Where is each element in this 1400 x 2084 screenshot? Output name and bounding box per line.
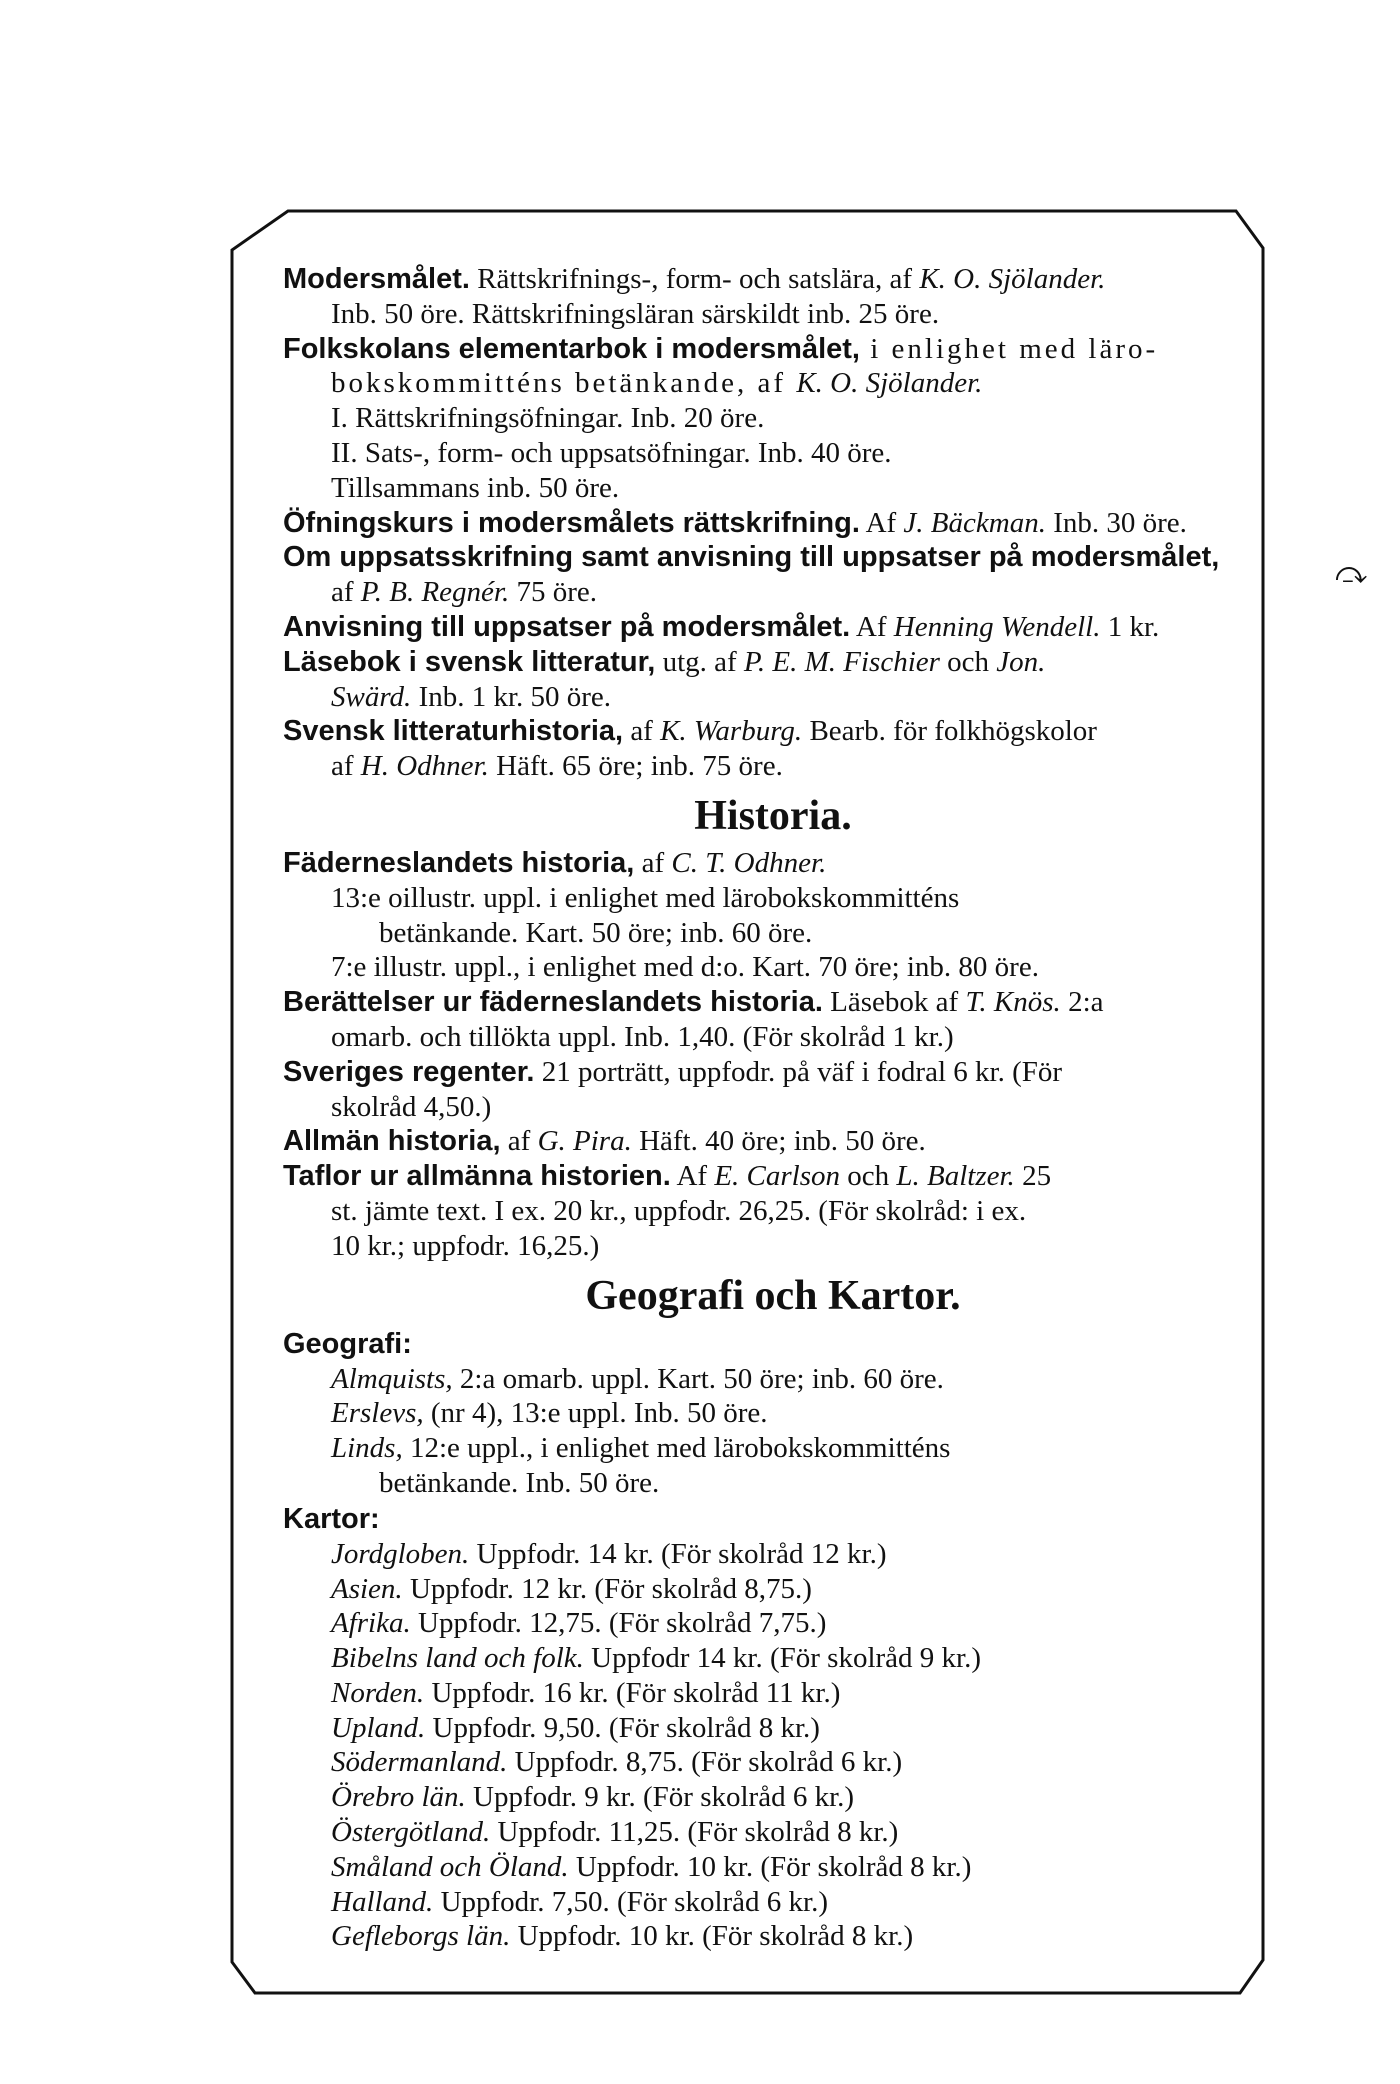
map-item xyxy=(283,1606,1263,1641)
map-title: Halland. xyxy=(331,1885,434,1918)
entry-title: Svensk litteraturhistoria, xyxy=(283,715,624,748)
entry-text: 2:a omarb. uppl. Kart. 50 öre; inb. 60 öre. xyxy=(452,1362,944,1395)
entry-line: skolråd 4,50.) xyxy=(331,1090,492,1123)
entry-title: Folkskolans elementarbok i modersmålet, xyxy=(283,332,860,365)
entry-text: och xyxy=(939,645,997,678)
entry-author: Almquists, xyxy=(331,1362,453,1395)
geo-item xyxy=(283,1431,1263,1466)
subheading-kartor: Kartor: xyxy=(283,1502,380,1535)
section-heading-historia: Historia. xyxy=(694,792,852,839)
entry-line: II. Sats-, form- och uppsatsöfningar. Inb. 40 öre. xyxy=(331,436,892,469)
entry-text: af xyxy=(331,576,361,609)
map-title: Afrika. xyxy=(331,1607,411,1640)
map-title: Bibelns land och folk. xyxy=(331,1642,584,1675)
entry-author: H. Odhner. xyxy=(360,750,489,783)
geo-item xyxy=(283,1396,1263,1431)
entry-line: st. jämte text. I ex. 20 kr., uppfodr. 26,25. (För skolråd: i ex. xyxy=(331,1194,1027,1227)
entry-text: 21 porträtt, uppfodr. på väf i fodral 6 kr. (För xyxy=(534,1055,1063,1088)
subheading-geografi: Geografi: xyxy=(283,1327,412,1360)
map-item xyxy=(283,1711,1263,1746)
entry-text: (nr 4), 13:e uppl. Inb. 50 öre. xyxy=(423,1397,768,1430)
entry-author: C. T. Odhner. xyxy=(671,846,827,879)
entry-title: Berättelser ur fäderneslandets historia. xyxy=(283,986,823,1019)
entry-author: K. Warburg. xyxy=(660,715,803,748)
entry-line: Tillsammans inb. 50 öre. xyxy=(331,471,620,504)
map-title: Södermanland. xyxy=(331,1746,508,1779)
map-price: Uppfodr. 9 kr. (För skolråd 6 kr.) xyxy=(465,1781,855,1814)
entry-line: omarb. och tillökta uppl. Inb. 1,40. (För skolråd 1 kr.) xyxy=(331,1020,954,1053)
map-price: Uppfodr. 14 kr. (För skolråd 12 kr.) xyxy=(469,1537,887,1570)
entry-line: I. Rättskrifningsöfningar. Inb. 20 öre. xyxy=(331,402,765,435)
entry-line: 10 kr.; uppfodr. 16,25.) xyxy=(331,1229,600,1262)
entry-modersmalet xyxy=(283,262,1263,297)
entry-author: K. O. Sjölander. xyxy=(796,367,983,400)
entry-author: P. B. Regnér. xyxy=(360,576,510,609)
entry-text: bokskommitténs betänkande, af xyxy=(331,367,797,400)
entry-text: 12:e uppl., i enlighet med lärobokskommitténs xyxy=(402,1432,951,1465)
entry-title: Taflor ur allmänna historien. xyxy=(283,1160,671,1193)
entry-berattelser xyxy=(283,985,1263,1020)
entry-line: 7:e illustr. uppl., i enlighet med d:o. Kart. 70 öre; inb. 80 öre. xyxy=(331,951,1039,984)
entry-allman-historia xyxy=(283,1124,1263,1159)
entry-anvisning xyxy=(283,610,1263,645)
map-title: Upland. xyxy=(331,1711,426,1744)
entry-om-uppsatsskrifning xyxy=(283,540,1263,575)
map-price: Uppfodr 14 kr. (För skolråd 9 kr.) xyxy=(583,1642,981,1675)
entry-author: E. Carlson xyxy=(714,1160,840,1193)
entry-sveriges-regenter xyxy=(283,1055,1263,1090)
map-item xyxy=(283,1745,1263,1780)
map-item xyxy=(283,1815,1263,1850)
entry-title: Öfningskurs i modersmålets rättskrifning. xyxy=(283,506,860,539)
entry-author: T. Knös. xyxy=(965,986,1061,1019)
map-item xyxy=(283,1537,1263,1572)
entry-line xyxy=(283,575,1263,610)
map-price: Uppfodr. 11,25. (För skolråd 8 kr.) xyxy=(490,1816,899,1849)
entry-text: 2:a xyxy=(1060,986,1104,1019)
map-price: Uppfodr. 12 kr. (För skolråd 8,75.) xyxy=(402,1572,812,1605)
entry-text: Häft. 40 öre; inb. 50 öre. xyxy=(631,1125,926,1158)
map-title: Asien. xyxy=(331,1572,403,1605)
entry-text: Bearb. för folkhögskolor xyxy=(802,715,1097,748)
entry-text: af xyxy=(634,846,672,879)
map-item xyxy=(283,1850,1263,1885)
entry-title: Läsebok i svensk litteratur, xyxy=(283,645,656,678)
map-title: Jordgloben. xyxy=(331,1537,470,1570)
entry-text: af xyxy=(500,1125,538,1158)
entry-text: 1 kr. xyxy=(1100,610,1160,643)
map-title: Gefleborgs län. xyxy=(331,1920,511,1953)
geo-item xyxy=(283,1362,1263,1397)
entry-author: Linds, xyxy=(331,1432,403,1465)
entry-author: J. Bäckman. xyxy=(903,506,1046,539)
entry-text: 25 xyxy=(1014,1160,1052,1193)
entry-author: K. O. Sjölander. xyxy=(919,263,1106,295)
entry-line xyxy=(283,680,1263,715)
entry-lasebok xyxy=(283,645,1263,680)
map-price: Uppfodr. 9,50. (För skolråd 8 kr.) xyxy=(425,1711,820,1744)
map-title: Östergötland. xyxy=(331,1816,491,1849)
section-heading-geografi: Geografi och Kartor. xyxy=(585,1272,961,1319)
map-item xyxy=(283,1641,1263,1676)
entry-line: Inb. 50 öre. Rättskrifningsläran särskildt inb. 25 öre. xyxy=(331,297,940,330)
map-price: Uppfodr. 7,50. (För skolråd 6 kr.) xyxy=(433,1885,828,1918)
entry-line: betänkande. Kart. 50 öre; inb. 60 öre. xyxy=(379,916,813,949)
entry-line: betänkande. Inb. 50 öre. xyxy=(379,1466,660,1499)
map-item xyxy=(283,1780,1263,1815)
entry-text: Läsebok af xyxy=(822,986,966,1019)
entry-author: Henning Wendell. xyxy=(893,610,1101,643)
entry-text: Inb. 1 kr. 50 öre. xyxy=(411,680,612,713)
entry-text: i enlighet med läro- xyxy=(859,332,1159,365)
entry-text: och xyxy=(840,1160,897,1193)
map-title: Norden. xyxy=(331,1676,425,1709)
entry-line: 13:e oillustr. uppl. i enlighet med lärobokskommitténs xyxy=(331,881,960,914)
entry-text: Häft. 65 öre; inb. 75 öre. xyxy=(488,750,783,783)
map-item xyxy=(283,1885,1263,1920)
map-price: Uppfodr. 10 kr. (För skolråd 8 kr.) xyxy=(510,1920,914,1953)
map-price: Uppfodr. 10 kr. (För skolråd 8 kr.) xyxy=(568,1850,972,1883)
entry-litteraturhistoria xyxy=(283,714,1263,749)
entry-text: utg. af xyxy=(655,645,744,678)
entry-title: Anvisning till uppsatser på modersmålet. xyxy=(283,610,851,643)
entry-text: af xyxy=(623,715,661,748)
entry-author: Swärd. xyxy=(331,680,412,713)
entry-taflor xyxy=(283,1159,1263,1194)
entry-text: af xyxy=(331,750,361,783)
entry-text: Inb. 30 öre. xyxy=(1045,506,1187,539)
map-item xyxy=(283,1572,1263,1607)
entry-title: Fäderneslandets historia, xyxy=(283,846,635,879)
map-price: Uppfodr. 16 kr. (För skolråd 11 kr.) xyxy=(424,1676,841,1709)
entry-text: Af xyxy=(670,1160,715,1193)
map-item xyxy=(283,1676,1263,1711)
entry-ofningskurs xyxy=(283,506,1263,541)
entry-folkskolans xyxy=(283,332,1263,367)
entry-line xyxy=(283,749,1263,784)
entry-title: Sveriges regenter. xyxy=(283,1055,535,1088)
entry-text: Af xyxy=(850,610,894,643)
entry-text: Rättskrifnings-, form- och satslära, af xyxy=(469,263,920,295)
entry-text: Af xyxy=(859,506,904,539)
entry-text: 75 öre. xyxy=(509,576,598,609)
entry-author: Erslevs, xyxy=(331,1397,424,1430)
entry-title: Modersmålet. xyxy=(283,263,470,295)
entry-author: L. Baltzer. xyxy=(896,1160,1015,1193)
margin-mark-icon: ⤼ xyxy=(1335,556,1368,591)
entry-faderneslandets xyxy=(283,846,1263,881)
map-title: Småland och Öland. xyxy=(331,1850,569,1883)
map-item xyxy=(283,1919,1263,1954)
entry-author: Jon. xyxy=(996,645,1046,678)
catalog-content xyxy=(283,262,1263,1954)
entry-line xyxy=(283,366,1263,401)
entry-title: Om uppsatsskrifning samt anvisning till uppsatser på modersmålet, xyxy=(283,541,1220,574)
map-price: Uppfodr. 12,75. (För skolråd 7,75.) xyxy=(410,1607,827,1640)
map-title: Örebro län. xyxy=(331,1781,466,1814)
entry-title: Allmän historia, xyxy=(283,1125,501,1158)
map-price: Uppfodr. 8,75. (För skolråd 6 kr.) xyxy=(507,1746,903,1779)
entry-author: P. E. M. Fischier xyxy=(743,645,940,678)
entry-author: G. Pira. xyxy=(537,1125,632,1158)
